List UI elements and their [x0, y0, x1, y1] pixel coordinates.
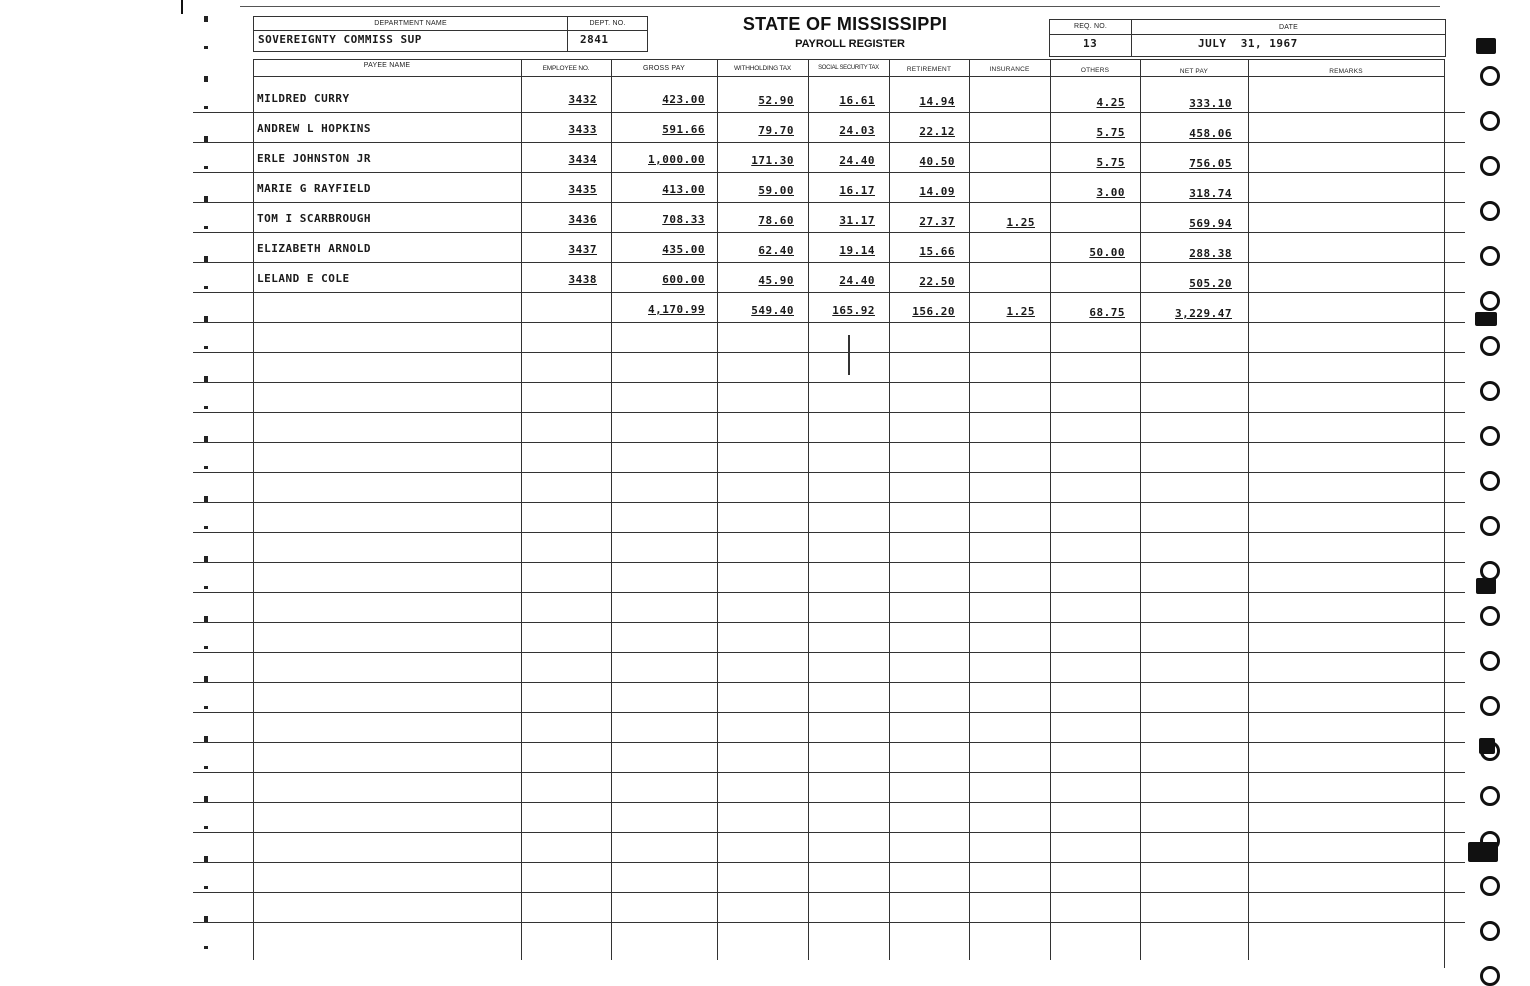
left-margin-tick [204, 226, 208, 229]
gross-pay-cell: 413.00 [662, 183, 705, 196]
retirement-cell: 27.37 [919, 215, 955, 228]
left-margin-tick [204, 826, 208, 829]
social-security-tax-total: 165.92 [832, 304, 875, 317]
col-header-social-security-tax: SOCIAL SECURITY TAX [818, 65, 879, 71]
retirement-total: 156.20 [912, 305, 955, 318]
employee-no-cell: 3432 [568, 93, 597, 106]
form-title: STATE OF MISSISSIPPI [742, 14, 948, 34]
left-margin-tick [204, 166, 208, 169]
net-pay-total: 3,229.47 [1175, 307, 1232, 320]
sprocket-hole-icon [1480, 651, 1500, 671]
left-margin-tick [204, 316, 208, 322]
left-margin-tick [204, 796, 208, 802]
row-rule [193, 142, 1465, 143]
sprocket-hole-icon [1480, 336, 1500, 356]
row-rule [193, 532, 1465, 533]
row-rule [193, 442, 1465, 443]
employee-no-cell: 3434 [568, 153, 597, 166]
left-margin-tick [204, 586, 208, 589]
gross-pay-cell: 708.33 [662, 213, 705, 226]
col-header-employee-no: EMPLOYEE NO. [542, 65, 590, 72]
payee-name-cell: TOM I SCARBROUGH [257, 212, 371, 225]
sprocket-hole-icon [1480, 606, 1500, 626]
row-rule [193, 862, 1465, 863]
left-margin-tick [204, 946, 208, 949]
retirement-cell: 14.09 [919, 185, 955, 198]
employee-no-cell: 3438 [568, 273, 597, 286]
row-rule [193, 322, 1465, 323]
net-pay-cell: 756.05 [1189, 157, 1232, 170]
dept-no-label: DEPT. NO. [589, 20, 626, 27]
col-header-others: OTHERS [1080, 67, 1110, 74]
row-rule [193, 352, 1465, 353]
col-header-retirement: RETIREMENT [906, 66, 952, 73]
sprocket-hole-icon [1480, 381, 1500, 401]
retirement-cell: 15.66 [919, 245, 955, 258]
left-margin-tick [204, 406, 208, 409]
gross-pay-cell: 435.00 [662, 243, 705, 256]
column-divider [1248, 59, 1249, 960]
sprocket-hole-icon [1480, 426, 1500, 446]
left-margin-tick [204, 856, 208, 862]
social-security-tax-cell: 31.17 [839, 214, 875, 227]
date-value: JULY 31, 1967 [1198, 37, 1298, 50]
sprocket-hole-icon [1480, 696, 1500, 716]
row-rule [193, 292, 1465, 293]
sprocket-hole-icon [1480, 246, 1500, 266]
others-cell: 5.75 [1096, 156, 1125, 169]
row-rule [193, 802, 1465, 803]
left-margin-tick [204, 286, 208, 289]
sprocket-hole-icon [1480, 291, 1500, 311]
social-security-tax-cell: 24.03 [839, 124, 875, 137]
row-rule [193, 712, 1465, 713]
col-header-insurance: INSURANCE [989, 66, 1030, 73]
sprocket-blot [1468, 842, 1498, 862]
insurance-total: 1.25 [1006, 305, 1035, 318]
sprocket-blot [1476, 38, 1496, 54]
sprocket-hole-icon [1480, 471, 1500, 491]
sprocket-hole-icon [1480, 516, 1500, 536]
req-no-label: REQ. NO. [1073, 23, 1108, 30]
net-pay-cell: 318.74 [1189, 187, 1232, 200]
gross-pay-cell: 1,000.00 [648, 153, 705, 166]
social-security-tax-cell: 24.40 [839, 274, 875, 287]
date-label: DATE [1279, 24, 1298, 31]
left-margin-tick [204, 526, 208, 529]
col-header-payee-name: PAYEE NAME [363, 62, 411, 69]
row-rule [193, 382, 1465, 383]
others-total: 68.75 [1089, 306, 1125, 319]
row-rule [193, 922, 1465, 923]
row-rule [193, 112, 1465, 113]
gross-pay-total: 4,170.99 [648, 303, 705, 316]
row-rule [193, 502, 1465, 503]
row-rule [193, 412, 1465, 413]
payee-name-cell: MARIE G RAYFIELD [257, 182, 371, 195]
withholding-tax-total: 549.40 [751, 304, 794, 317]
left-margin-tick [204, 676, 208, 682]
left-margin-tick [204, 886, 208, 889]
withholding-tax-cell: 59.00 [758, 184, 794, 197]
retirement-cell: 22.50 [919, 275, 955, 288]
net-pay-cell: 505.20 [1189, 277, 1232, 290]
withholding-tax-cell: 62.40 [758, 244, 794, 257]
row-rule [193, 562, 1465, 563]
insurance-cell: 1.25 [1006, 216, 1035, 229]
employee-no-cell: 3436 [568, 213, 597, 226]
sprocket-blot [1475, 312, 1497, 326]
others-cell: 50.00 [1089, 246, 1125, 259]
sprocket-hole-icon [1480, 156, 1500, 176]
left-margin-tick [204, 46, 208, 49]
sprocket-blot [1479, 738, 1495, 754]
left-margin-tick [204, 916, 208, 922]
left-margin-tick [204, 466, 208, 469]
withholding-tax-cell: 45.90 [758, 274, 794, 287]
social-security-tax-cell: 16.61 [839, 94, 875, 107]
employee-no-cell: 3435 [568, 183, 597, 196]
sprocket-blot [1476, 578, 1496, 594]
net-pay-cell: 458.06 [1189, 127, 1232, 140]
row-rule [193, 472, 1465, 473]
social-security-tax-cell: 19.14 [839, 244, 875, 257]
payee-name-cell: ANDREW L HOPKINS [257, 122, 371, 135]
sprocket-hole-icon [1480, 921, 1500, 941]
left-margin-tick [204, 706, 208, 709]
sprocket-hole-icon [1480, 201, 1500, 221]
col-header-withholding-tax: WITHHOLDING TAX [733, 65, 792, 72]
column-divider [969, 59, 970, 960]
gross-pay-cell: 423.00 [662, 93, 705, 106]
table-header-border [253, 76, 1445, 77]
row-rule [193, 592, 1465, 593]
payee-name-cell: MILDRED CURRY [257, 92, 350, 105]
row-rule [193, 172, 1465, 173]
column-divider [253, 59, 254, 960]
employee-no-cell: 3433 [568, 123, 597, 136]
retirement-cell: 22.12 [919, 125, 955, 138]
net-pay-cell: 569.94 [1189, 217, 1232, 230]
left-margin-tick [204, 16, 208, 22]
left-margin-tick [204, 376, 208, 382]
department-name-value: SOVEREIGNTY COMMISS SUP [258, 33, 422, 46]
withholding-tax-cell: 171.30 [751, 154, 794, 167]
col-header-remarks: REMARKS [1329, 68, 1363, 75]
left-margin-tick [204, 766, 208, 769]
others-cell: 4.25 [1096, 96, 1125, 109]
net-pay-cell: 333.10 [1189, 97, 1232, 110]
row-rule [193, 262, 1465, 263]
left-margin-tick [204, 106, 208, 109]
left-margin-tick [204, 556, 208, 562]
social-security-tax-cell: 16.17 [839, 184, 875, 197]
row-rule [193, 772, 1465, 773]
row-rule [193, 892, 1465, 893]
social-security-tax-cell: 24.40 [839, 154, 875, 167]
withholding-tax-cell: 79.70 [758, 124, 794, 137]
col-header-net-pay: NET PAY [1179, 68, 1209, 75]
sprocket-hole-icon [1480, 876, 1500, 896]
sprocket-hole-icon [1480, 966, 1500, 986]
gross-pay-cell: 600.00 [662, 273, 705, 286]
req-no-value: 13 [1083, 37, 1098, 50]
left-margin-tick [204, 196, 208, 202]
sprocket-hole-icon [1480, 786, 1500, 806]
row-rule [193, 202, 1465, 203]
payee-name-cell: ELIZABETH ARNOLD [257, 242, 371, 255]
dept-no-value: 2841 [580, 33, 609, 46]
col-header-gross-pay: GROSS PAY [643, 65, 685, 72]
table-top-border [253, 59, 1445, 60]
left-margin-tick [204, 616, 208, 622]
others-cell: 5.75 [1096, 126, 1125, 139]
row-rule [193, 742, 1465, 743]
left-margin-tick [204, 256, 208, 262]
row-rule [193, 832, 1465, 833]
left-margin-tick [204, 76, 208, 82]
left-margin-tick [204, 646, 208, 649]
sprocket-hole-icon [1480, 111, 1500, 131]
form-subtitle: PAYROLL REGISTER [795, 38, 905, 50]
left-margin-tick [204, 346, 208, 349]
left-margin-mark [181, 0, 183, 14]
row-rule [193, 232, 1465, 233]
left-margin-tick [204, 736, 208, 742]
payee-name-cell: LELAND E COLE [257, 272, 350, 285]
ink-mark [848, 335, 850, 375]
row-rule [193, 682, 1465, 683]
others-cell: 3.00 [1096, 186, 1125, 199]
withholding-tax-cell: 78.60 [758, 214, 794, 227]
department-name-label: DEPARTMENT NAME [374, 20, 447, 27]
payee-name-cell: ERLE JOHNSTON JR [257, 152, 371, 165]
row-rule [193, 652, 1465, 653]
left-margin-tick [204, 436, 208, 442]
row-rule [193, 622, 1465, 623]
net-pay-cell: 288.38 [1189, 247, 1232, 260]
left-margin-tick [204, 136, 208, 142]
retirement-cell: 14.94 [919, 95, 955, 108]
gross-pay-cell: 591.66 [662, 123, 705, 136]
retirement-cell: 40.50 [919, 155, 955, 168]
sprocket-hole-icon [1480, 66, 1500, 86]
withholding-tax-cell: 52.90 [758, 94, 794, 107]
left-margin-tick [204, 496, 208, 502]
employee-no-cell: 3437 [568, 243, 597, 256]
